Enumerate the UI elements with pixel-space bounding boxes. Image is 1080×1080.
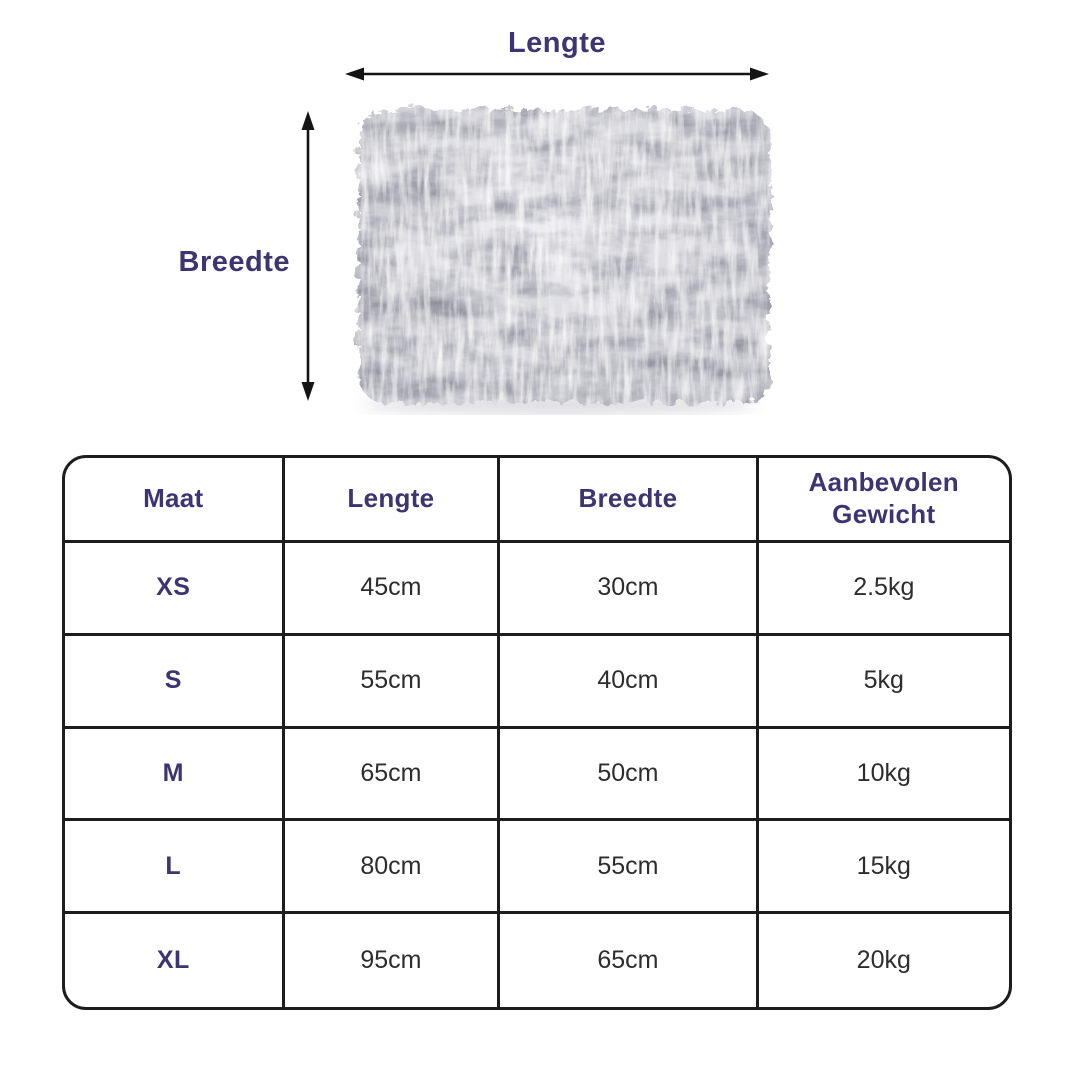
blanket-image (343, 97, 780, 415)
cell-breedte: 65cm (500, 914, 758, 1007)
cell-lengte: 80cm (285, 821, 501, 914)
header-cell-maat: Maat (65, 458, 285, 543)
blanket-fur-texture (355, 107, 768, 401)
cell-gewicht: 5kg (759, 636, 1009, 729)
cell-lengte: 45cm (285, 543, 501, 636)
cell-breedte: 50cm (500, 729, 758, 822)
cell-gewicht: 15kg (759, 821, 1009, 914)
cell-gewicht: 2.5kg (759, 543, 1009, 636)
cell-maat: M (65, 729, 285, 822)
cell-maat: L (65, 821, 285, 914)
cell-gewicht: 10kg (759, 729, 1009, 822)
cell-breedte: 30cm (500, 543, 758, 636)
cell-maat: XS (65, 543, 285, 636)
cell-breedte: 40cm (500, 636, 758, 729)
size-table (62, 455, 1012, 1010)
header-cell-gewicht: Aanbevolen Gewicht (759, 458, 1009, 543)
width-arrow-icon (300, 111, 316, 401)
cell-lengte: 95cm (285, 914, 501, 1007)
cell-breedte: 55cm (500, 821, 758, 914)
length-label: Lengte (507, 27, 607, 59)
cell-maat: XL (65, 914, 285, 1007)
cell-lengte: 55cm (285, 636, 501, 729)
cell-lengte: 65cm (285, 729, 501, 822)
cell-maat: S (65, 636, 285, 729)
header-cell-lengte: Lengte (285, 458, 501, 543)
cell-gewicht: 20kg (856, 946, 911, 975)
width-label: Breedte (178, 246, 290, 278)
header-cell-breedte: Breedte (500, 458, 758, 543)
length-arrow-icon (345, 66, 769, 82)
